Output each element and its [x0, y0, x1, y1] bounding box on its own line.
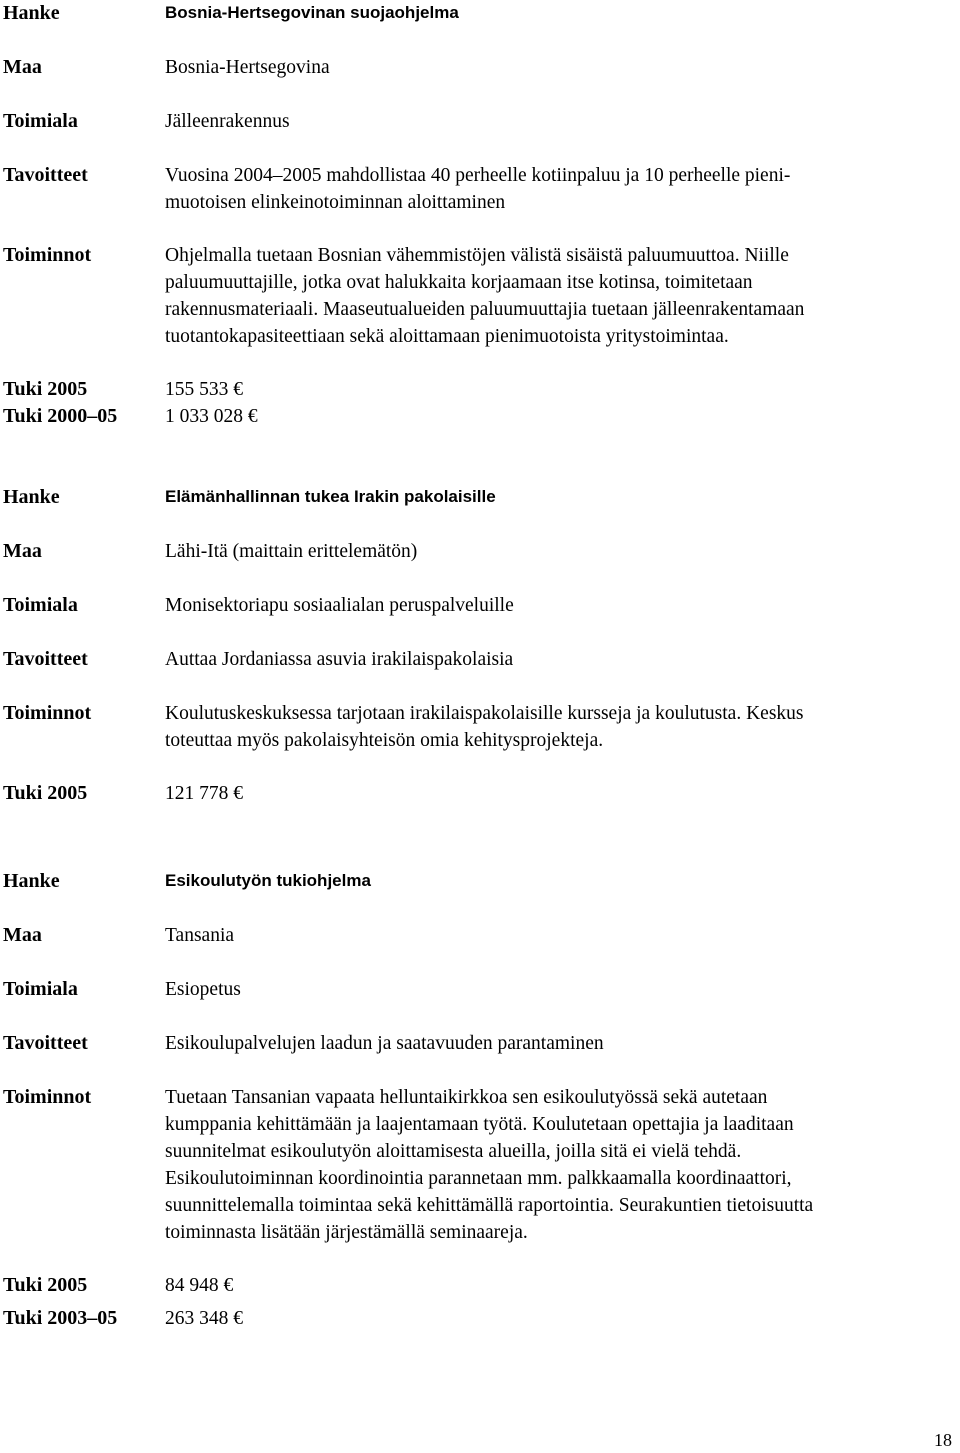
- support-label: Tuki 2003–05: [3, 1307, 118, 1329]
- country-value: Bosnia-Hertsegovina: [165, 57, 330, 78]
- support-value: 84 948 €: [165, 1275, 234, 1296]
- hanke-label: Hanke: [3, 870, 60, 892]
- activities-line: Tuetaan Tansanian vapaata helluntaikirkkoa sen esikoulutyössä sekä autetaan: [165, 1087, 768, 1108]
- project-block-3: [3, 868, 953, 1332]
- activities-line: kumppania kehittämään ja laajentamaan työtä. Koulutetaan opettajia ja laaditaan: [165, 1114, 794, 1135]
- support-value: 1 033 028 €: [165, 406, 258, 427]
- country-value: Tansania: [165, 925, 235, 946]
- support-value: 155 533 €: [165, 379, 243, 400]
- goals-line: Vuosina 2004–2005 mahdollistaa 40 perheelle kotiinpaluu ja 10 perheelle pieni-: [165, 165, 791, 186]
- toimiala-label: Toimiala: [3, 978, 78, 1000]
- support-label: Tuki 2005: [3, 782, 88, 804]
- support-value: 263 348 €: [165, 1308, 243, 1329]
- toimiala-label: Toimiala: [3, 594, 78, 616]
- hanke-label: Hanke: [3, 2, 60, 24]
- hanke-label: Hanke: [3, 486, 60, 508]
- activities-line: Koulutuskeskuksessa tarjotaan irakilaispakolaisille kursseja ja koulutusta. Keskus: [165, 703, 804, 724]
- support-value: 121 778 €: [165, 783, 243, 804]
- goals-line: muotoisen elinkeinotoiminnan aloittaminen: [165, 192, 506, 213]
- country-value: Lähi-Itä (maittain erittelemätön): [165, 541, 418, 562]
- project-block-1: [3, 0, 953, 430]
- activities-value: [165, 242, 945, 376]
- activities-value: [165, 700, 945, 780]
- activities-value: [165, 1084, 945, 1272]
- activities-line: Ohjelmalla tuetaan Bosnian vähemmistöjen välistä sisäistä paluumuuttoa. Niille: [165, 245, 789, 266]
- toimiala-label: Toimiala: [3, 110, 78, 132]
- page-number: 18: [934, 1430, 952, 1450]
- toiminnot-label: Toiminnot: [3, 244, 92, 266]
- project-title: Bosnia-Hertsegovinan suojaohjelma: [165, 3, 459, 22]
- maa-label: Maa: [3, 540, 42, 562]
- project-title: Elämänhallinnan tukea Irakin pakolaisille: [165, 487, 496, 506]
- goals-value: [165, 1030, 945, 1084]
- activities-line: tuotantokapasiteettiaan sekä aloittamaan pienimuotoista yritystoimintaa.: [165, 326, 729, 347]
- sector-value: Jälleenrakennus: [165, 111, 290, 132]
- activities-line: suunnittelemalla toimintaa sekä kehittämällä raportointia. Seurakuntien tietoisuutta: [165, 1195, 814, 1216]
- toiminnot-label: Toiminnot: [3, 1086, 92, 1108]
- toiminnot-label: Toiminnot: [3, 702, 92, 724]
- tavoitteet-label: Tavoitteet: [3, 648, 88, 670]
- project-block-2: [3, 484, 953, 807]
- support-label: Tuki 2005: [3, 378, 88, 400]
- goals-value: [165, 162, 945, 242]
- activities-line: rakennusmateriaali. Maaseutualueiden paluumuuttajia tuetaan jälleenrakentamaan: [165, 299, 805, 320]
- activities-line: paluumuuttajille, jotka ovat halukkaita korjaamaan itse kotinsa, toimitetaan: [165, 272, 753, 293]
- support-label: Tuki 2005: [3, 1274, 88, 1296]
- sector-value: Esiopetus: [165, 979, 241, 1000]
- goals-value: [165, 646, 945, 700]
- activities-line: Esikoulutoiminnan koordinointia parannetaan mm. palkkaamalla koordinaattori,: [165, 1168, 792, 1189]
- maa-label: Maa: [3, 56, 42, 78]
- activities-line: suunnitelmat esikoulutyön aloittamisesta alueilla, joilla sitä ei vielä tehdä.: [165, 1141, 742, 1162]
- activities-line: toteuttaa myös pakolaisyhteisön omia kehitysprojekteja.: [165, 730, 604, 751]
- maa-label: Maa: [3, 924, 42, 946]
- project-title: Esikoulutyön tukiohjelma: [165, 871, 371, 890]
- activities-line: toiminnasta lisätään järjestämällä seminaareja.: [165, 1222, 528, 1243]
- support-label: Tuki 2000–05: [3, 405, 118, 427]
- tavoitteet-label: Tavoitteet: [3, 1032, 88, 1054]
- sector-value: Monisektoriapu sosiaalialan peruspalveluille: [165, 595, 514, 616]
- tavoitteet-label: Tavoitteet: [3, 164, 88, 186]
- goals-line: Auttaa Jordaniassa asuvia irakilaispakolaisia: [165, 649, 514, 670]
- goals-line: Esikoulupalvelujen laadun ja saatavuuden parantaminen: [165, 1033, 604, 1054]
